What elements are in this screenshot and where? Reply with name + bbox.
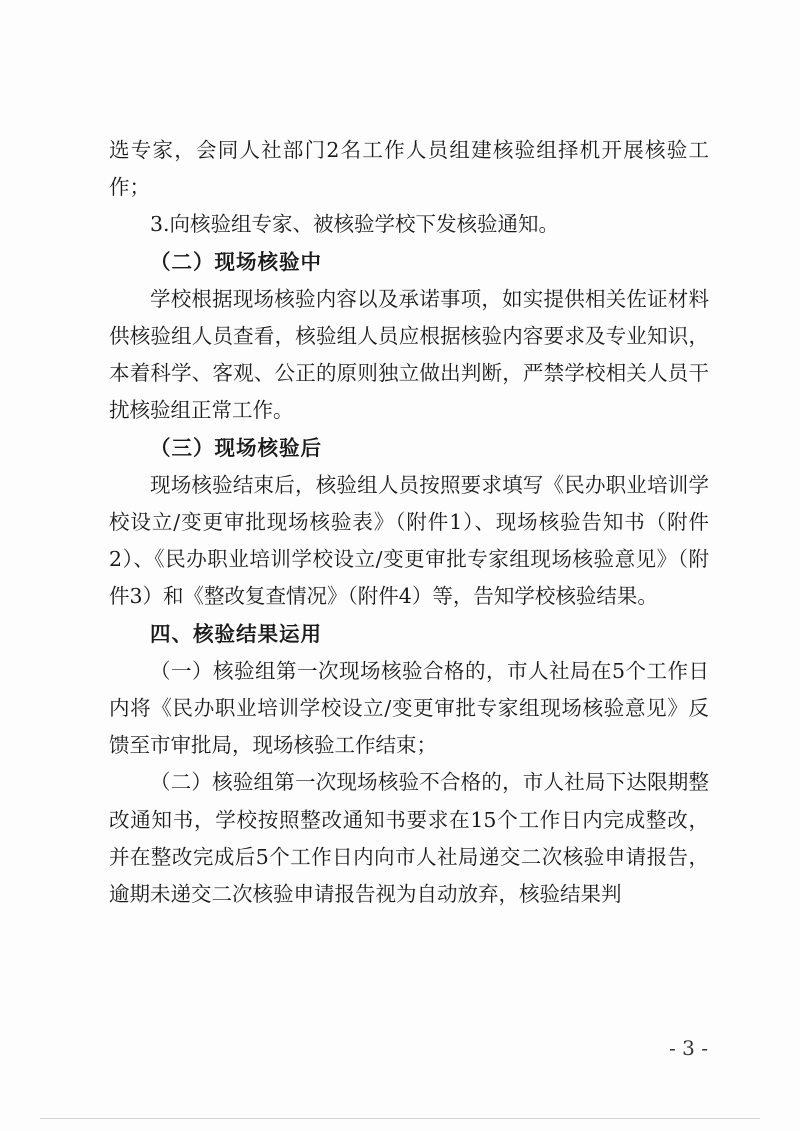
page-number: - 3 - bbox=[669, 1036, 708, 1060]
section-heading: （三）现场核验后 bbox=[150, 435, 322, 460]
document-body bbox=[109, 132, 709, 913]
paragraph: 学校根据现场核验内容以及承诺事项，如实提供相关佐证材料供核验组人员查看，核验组人员应根据核验内容要求及专业知识，本着科学、客观、公正的原则独立做出判断，严禁学校相关人员干扰核验组正常工作。 bbox=[109, 286, 709, 423]
paragraph: 现场核验结束后，核验组人员按照要求填写《民办职业培训学校设立/变更审批现场核验表》（附件1）、现场核验告知书（附件2）、《民办职业培训学校设立/变更审批专家组现场核验意见》（附件3）和《整改复查情况》（附件4）等，告知学校核验结果。 bbox=[109, 472, 709, 609]
paragraph: （二）核验组第一次现场核验不合格的，市人社局下达限期整改通知书，学校按照整改通知书要求在15个工作日内完成整改，并在整改完成后5个工作日内向市人社局递交二次核验申请报告，逾期未递交二次核验申请报告视为自动放弃，核验结果判 bbox=[109, 770, 709, 907]
paragraph: 选专家，会同人社部门2名工作人员组建核验组择机开展核验工作； bbox=[109, 138, 709, 200]
bottom-divider bbox=[40, 1118, 760, 1119]
paragraph: 3.向核验组专家、被核验学校下发核验通知。 bbox=[150, 212, 560, 237]
chapter-heading: 四、核验结果运用 bbox=[150, 621, 322, 646]
section-heading: （二）现场核验中 bbox=[150, 249, 322, 274]
paragraph: （一）核验组第一次现场核验合格的，市人社局在5个工作日内将《民办职业培训学校设立/变更审批专家组现场核验意见》反馈至市审批局，现场核验工作结束； bbox=[109, 658, 709, 758]
